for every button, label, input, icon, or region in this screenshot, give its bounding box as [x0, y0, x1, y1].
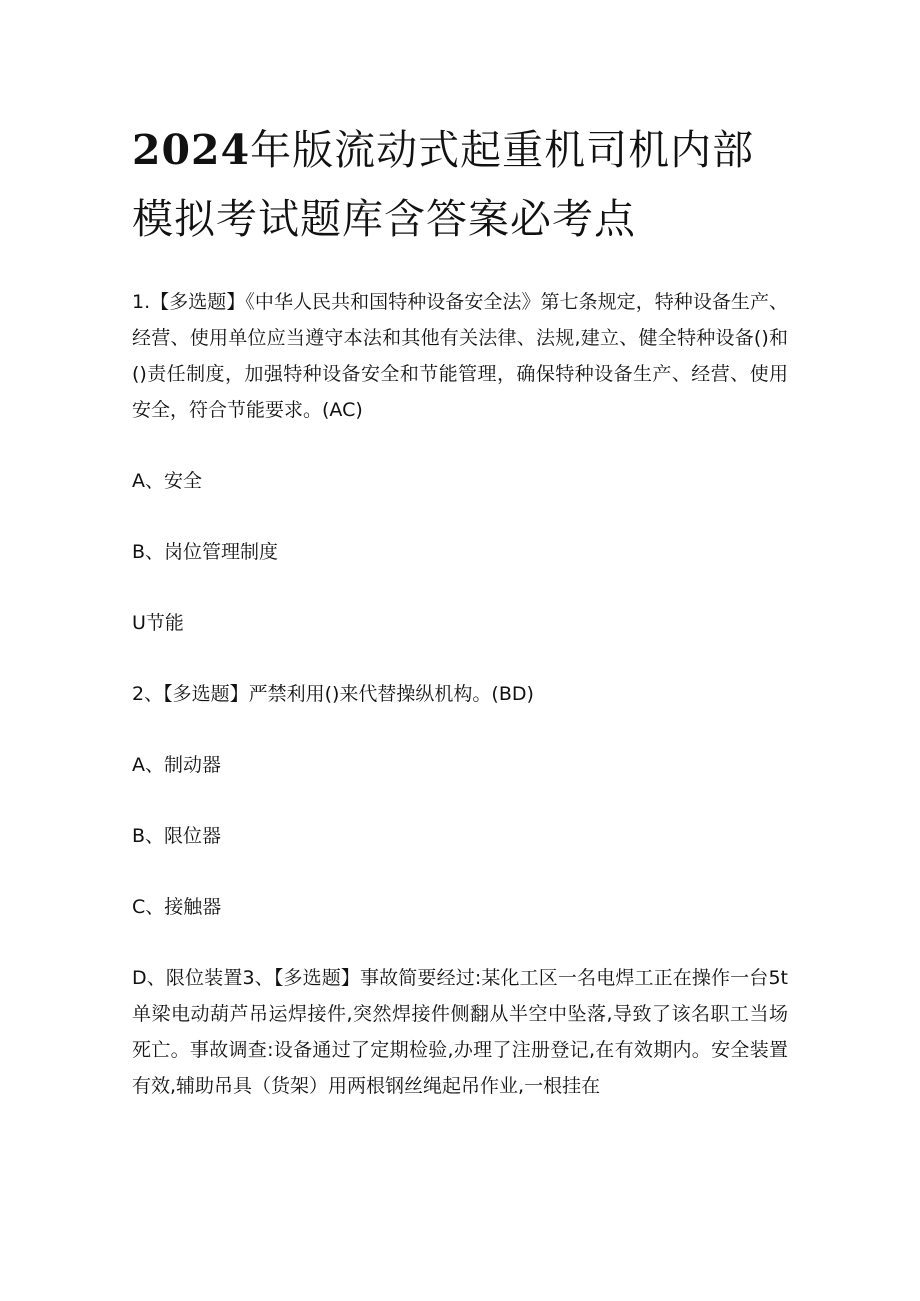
- question-1-stem: 1.【多选题】《中华人民共和国特种设备安全法》第七条规定，特种设备生产、经营、使用单位应当遵守本法和其他有关法律、法规,建立、健全特种设备()和()责任制度，加强特种设备安全和节能管理，确保特种设备生产、经营、使用安全，符合节能要求。(AC): [132, 291, 788, 421]
- document-title: [132, 116, 792, 254]
- question-list: [132, 284, 788, 1139]
- question-3-stem: D、限位装置3、【多选题】事故简要经过:某化工区一名电焊工正在操作一台5t单梁电动葫芦吊运焊接件,突然焊接件侧翻从半空中坠落,导致了该名职工当场死亡。事故调查:设备通过了定期检验,办理了注册登记,在有效期内。安全装置有效,辅助吊具（货架）用两根钢丝绳起吊作业,一根挂在: [132, 967, 788, 1097]
- question-2-option-b: B、限位器: [132, 825, 222, 847]
- question-2-option-a: A、制动器: [132, 754, 221, 776]
- question-2-stem: 2、【多选题】严禁利用()来代替操纵机构。(BD): [132, 683, 534, 705]
- title-year: 2024: [132, 126, 251, 174]
- question-1-option-c: U节能: [132, 612, 184, 634]
- question-1-option-a: A、安全: [132, 470, 202, 492]
- question-2-option-c: C、接触器: [132, 896, 222, 918]
- title-text: 年版流动式起重机司机内部模拟考试题库含答案必考点: [132, 126, 755, 243]
- question-1-option-b: B、岗位管理制度: [132, 541, 279, 563]
